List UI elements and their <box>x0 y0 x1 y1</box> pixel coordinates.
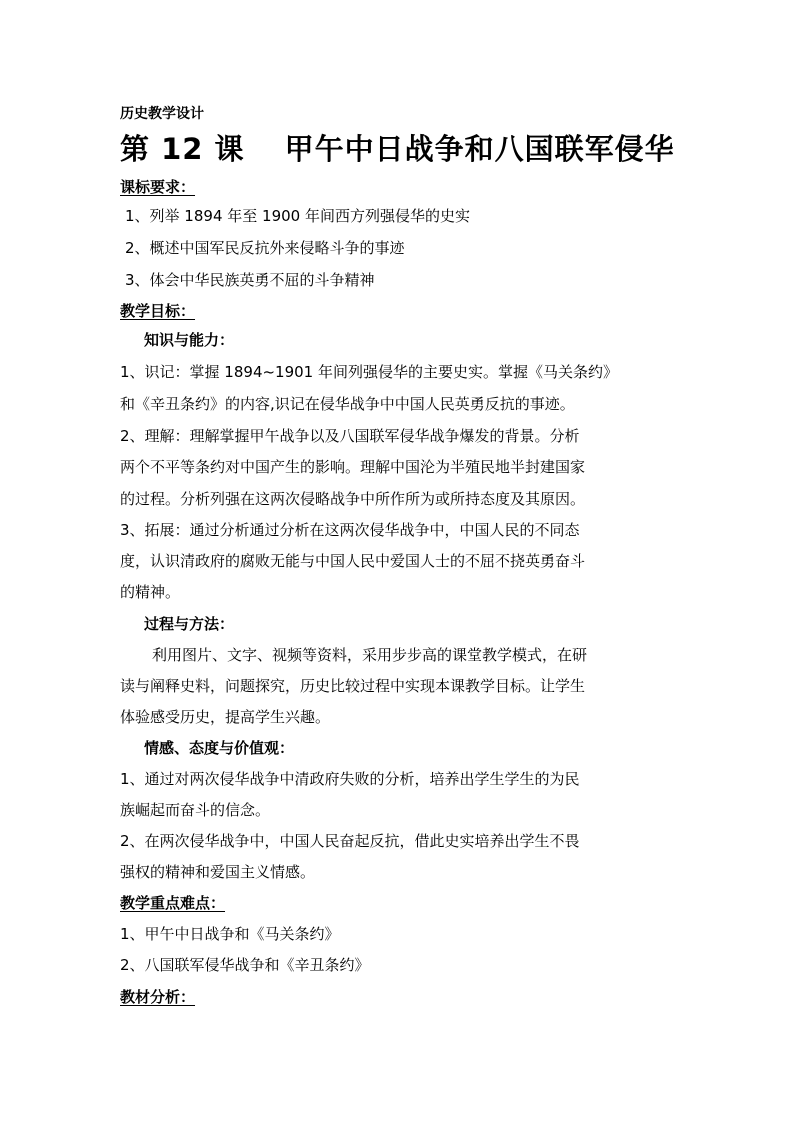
knowledge-line: 两个不平等条约对中国产生的影响。理解中国沦为半殖民地半封建国家 <box>120 458 586 476</box>
knowledge-line: 的精神。 <box>120 583 181 601</box>
knowledge-heading: 知识与能力： <box>144 331 235 349</box>
curriculum-heading: 课标要求： <box>120 178 196 196</box>
process-line: 读与阐释史料，问题探究，历史比较过程中实现本课教学目标。让学生 <box>120 677 586 695</box>
curriculum-item: 2、概述中国军民反抗外来侵略斗争的事迹 <box>125 239 405 257</box>
values-heading: 情感、态度与价值观： <box>144 739 295 757</box>
knowledge-line: 1、识记：掌握 1894~1901 年间列强侵华的主要史实。掌握《马关条约》 <box>120 363 618 381</box>
lesson-number: 第 12 课 <box>120 132 245 166</box>
process-line: 利用图片、文字、视频等资料，采用步步高的课堂教学模式，在研 <box>152 646 588 664</box>
values-line: 2、在两次侵华战争中，中国人民奋起反抗，借此史实培养出学生不畏 <box>120 832 580 850</box>
material-heading: 教材分析： <box>120 988 196 1006</box>
values-line: 族崛起而奋斗的信念。 <box>120 801 271 819</box>
objectives-heading: 教学目标： <box>120 302 196 320</box>
key-point-item: 2、八国联军侵华战争和《辛丑条约》 <box>120 956 370 974</box>
document-type-label: 历史教学设计 <box>120 106 204 122</box>
values-line: 强权的精神和爱国主义情感。 <box>120 863 316 881</box>
lesson-name: 甲午中日战争和八国联军侵华 <box>284 132 675 166</box>
knowledge-line: 的过程。分析列强在这两次侵略战争中所作所为或所持态度及其原因。 <box>120 490 586 508</box>
process-heading: 过程与方法： <box>144 615 235 633</box>
knowledge-line: 度，认识清政府的腐败无能与中国人民中爱国人士的不屈不挠英勇奋斗 <box>120 552 586 570</box>
knowledge-line: 3、拓展：通过分析通过分析在这两次侵华战争中，中国人民的不同态 <box>120 521 580 539</box>
curriculum-item: 3、体会中华民族英勇不屈的斗争精神 <box>125 271 375 289</box>
values-line: 1、通过对两次侵华战争中清政府失败的分析，培养出学生学生的为民 <box>120 770 580 788</box>
knowledge-line: 和《辛丑条约》的内容,识记在侵华战争中中国人民英勇反抗的事迹。 <box>120 395 575 413</box>
key-point-item: 1、甲午中日战争和《马关条约》 <box>120 925 340 943</box>
knowledge-line: 2、理解：理解掌握甲午战争以及八国联军侵华战争爆发的背景。分析 <box>120 427 580 445</box>
process-line: 体验感受历史，提高学生兴趣。 <box>120 708 331 726</box>
curriculum-item: 1、列举 1894 年至 1900 年间西方列强侵华的史实 <box>125 207 470 225</box>
page-title <box>120 131 675 167</box>
key-points-heading: 教学重点难点： <box>120 894 226 912</box>
